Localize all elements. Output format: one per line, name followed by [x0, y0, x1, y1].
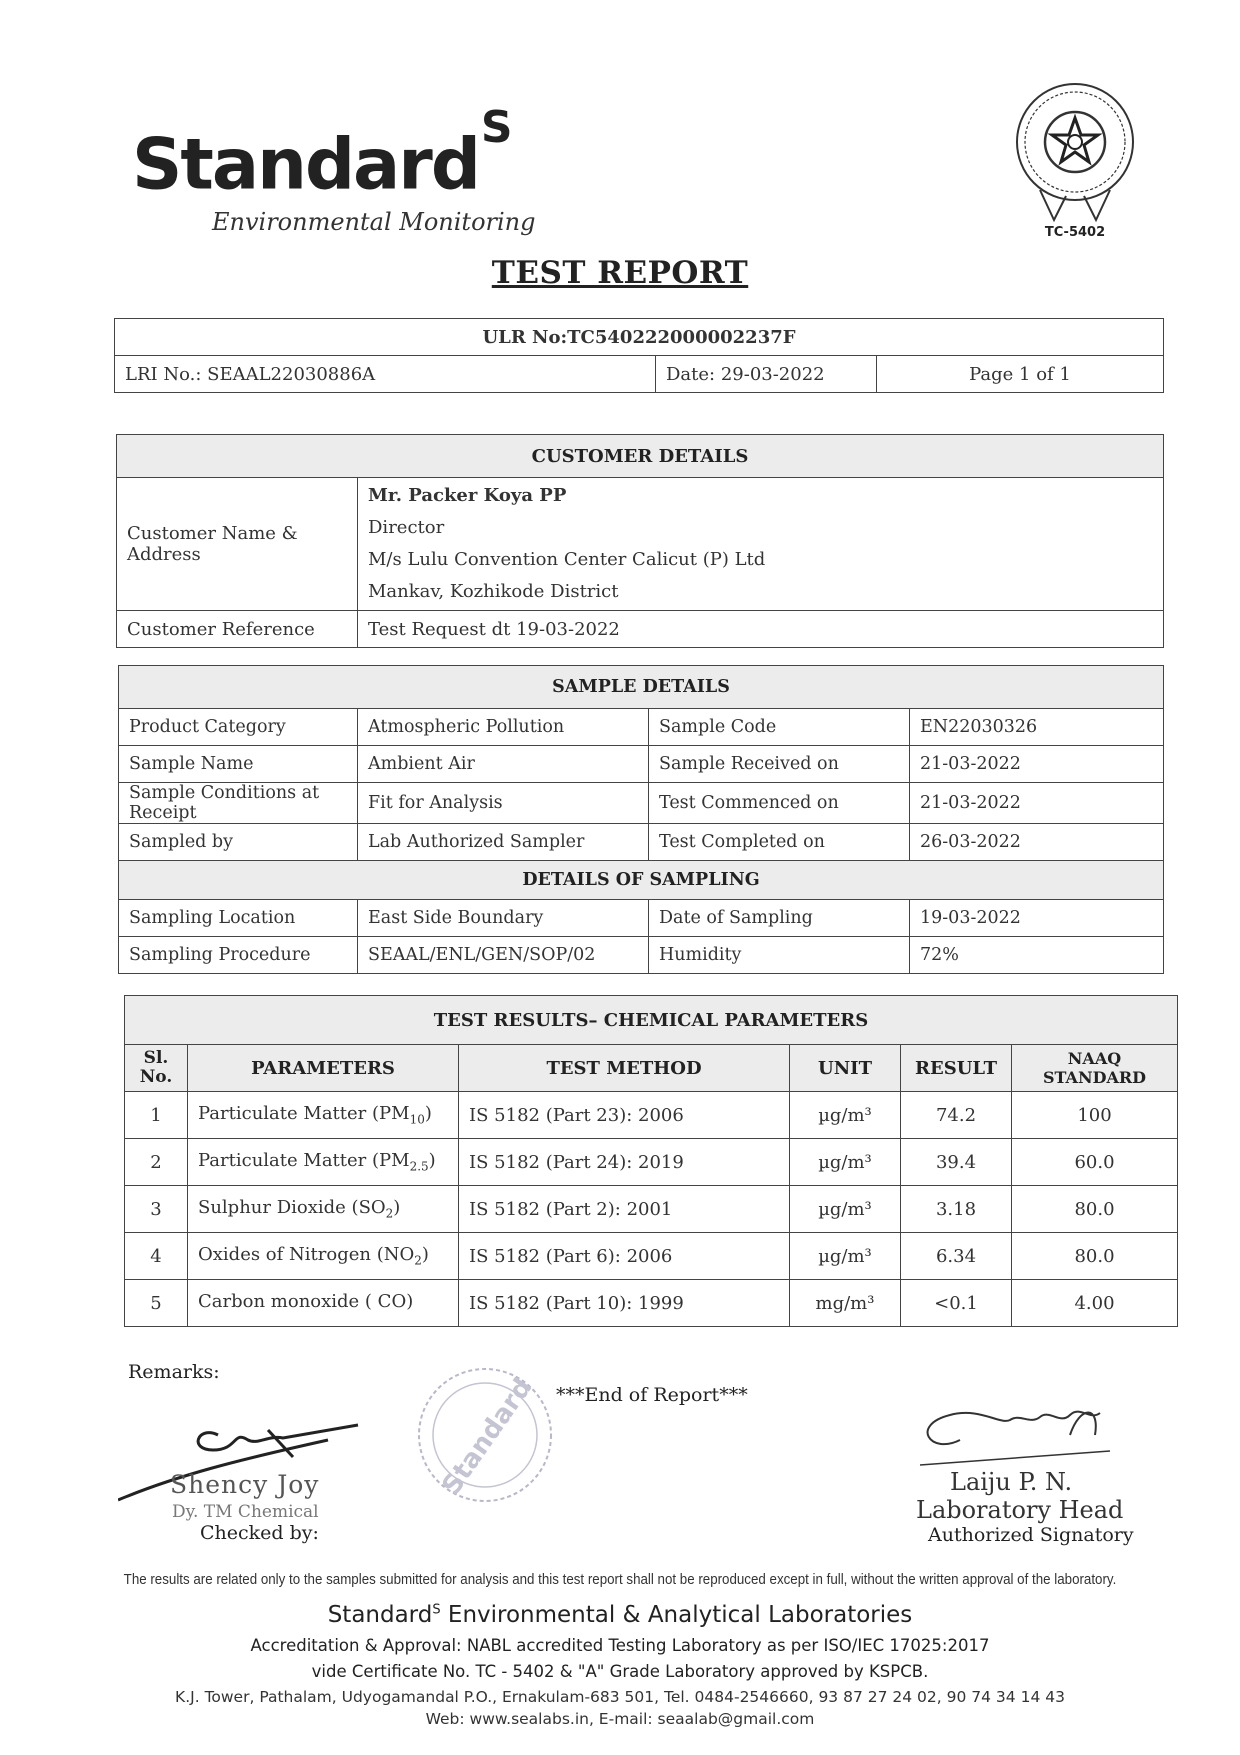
report-info-table — [114, 318, 1164, 393]
sample-details-table — [118, 665, 1164, 974]
result-row — [125, 1280, 1178, 1327]
certificate-line: vide Certificate No. TC - 5402 & "A" Grade Laboratory approved by KSPCB. — [311, 1662, 929, 1681]
customer-details-table — [116, 434, 1164, 648]
result-row — [125, 1186, 1178, 1233]
signatory-name: Laiju P. N. — [950, 1468, 1073, 1496]
result-unit: µg/m³ — [790, 1233, 901, 1280]
col-unit: UNIT — [790, 1045, 901, 1092]
result-value: 3.18 — [901, 1186, 1012, 1233]
result-row — [125, 1092, 1178, 1139]
customer-reference: Test Request dt 19-03-2022 — [358, 611, 1164, 648]
result-row — [125, 1139, 1178, 1186]
result-sl: 4 — [125, 1233, 188, 1280]
result-parameter: Carbon monoxide ( CO) — [188, 1280, 459, 1327]
customer-title: Director — [368, 517, 445, 538]
checker-role: Dy. TM Chemical — [172, 1502, 319, 1522]
col-sl: Sl. No. — [125, 1045, 188, 1092]
col-naaq-standard: NAAQ STANDARD — [1012, 1045, 1178, 1092]
result-standard: 4.00 — [1012, 1280, 1178, 1327]
result-standard: 100 — [1012, 1092, 1178, 1139]
result-parameter: Particulate Matter $(PM_{2.5})$ — [188, 1139, 459, 1186]
address-line: K.J. Tower, Pathalam, Udyogamandal P.O., Ernakulam-683 501, Tel. 0484-2546660, 93 87 27 24 02, 90 74 34 14 43 — [175, 1688, 1065, 1706]
col-parameters: PARAMETERS — [188, 1045, 459, 1092]
sampling-row: Sampling Location East Side Boundary Date of Sampling 19-03-2022 — [119, 900, 1164, 937]
lab-stamp-icon — [405, 1360, 565, 1510]
ulr-number: ULR No:TC540222000002237F — [115, 319, 1164, 356]
customer-name: Mr. Packer Koya PP — [368, 485, 567, 506]
result-sl: 3 — [125, 1186, 188, 1233]
logo-superscript: S — [480, 102, 511, 153]
result-unit: µg/m³ — [790, 1186, 901, 1233]
result-value: 74.2 — [901, 1092, 1012, 1139]
lab-name: Standard$^S$ Environmental & Analytical Laboratories — [327, 1602, 913, 1628]
result-value: 6.34 — [901, 1233, 1012, 1280]
col-result: RESULT — [901, 1045, 1012, 1092]
result-method: IS 5182 (Part 2): 2001 — [459, 1186, 790, 1233]
report-date: Date: 29-03-2022 — [656, 356, 877, 393]
result-method: IS 5182 (Part 23): 2006 — [459, 1092, 790, 1139]
customer-reference-label: Customer Reference — [117, 611, 358, 648]
result-standard: 80.0 — [1012, 1233, 1178, 1280]
customer-company: M/s Lulu Convention Center Calicut (P) Ltd — [368, 549, 766, 570]
customer-heading: CUSTOMER DETAILS — [117, 435, 1164, 478]
result-standard: 60.0 — [1012, 1139, 1178, 1186]
sample-row: Product Category Atmospheric Pollution Sample Code EN22030326 — [119, 709, 1164, 746]
result-parameter: Oxides of Nitrogen $(NO_2)$ — [188, 1233, 459, 1280]
result-unit: µg/m³ — [790, 1139, 901, 1186]
sample-row: Sampled by Lab Authorized Sampler Test Completed on 26-03-2022 — [119, 824, 1164, 861]
company-logo — [132, 102, 511, 206]
result-parameter: Sulphur Dioxide $(SO_2)$ — [188, 1186, 459, 1233]
result-sl: 2 — [125, 1139, 188, 1186]
remarks-label: Remarks: — [128, 1361, 220, 1383]
sampling-heading: DETAILS OF SAMPLING — [119, 861, 1164, 900]
sampling-row: Sampling Procedure SEAAL/ENL/GEN/SOP/02 Humidity 72% — [119, 937, 1164, 974]
authorized-signature-icon — [890, 1395, 1130, 1475]
authorized-signatory-label: Authorized Signatory — [928, 1524, 1134, 1546]
accreditation-line: Accreditation & Approval: NABL accredited Testing Laboratory as per ISO/IEC 17025:2017 — [250, 1636, 990, 1655]
result-value: <0.1 — [901, 1280, 1012, 1327]
end-of-report: ***End of Report*** — [556, 1384, 748, 1406]
checked-by-label: Checked by: — [200, 1522, 319, 1544]
sample-row: Sample Conditions at Receipt Fit for Analysis Test Commenced on 21-03-2022 — [119, 783, 1164, 824]
result-sl: 5 — [125, 1280, 188, 1327]
seal-code: TC-5402 — [1044, 225, 1106, 240]
result-row — [125, 1233, 1178, 1280]
lri-number: LRI No.: SEAAL22030886A — [115, 356, 656, 393]
result-unit: mg/m³ — [790, 1280, 901, 1327]
customer-name-label: Customer Name & Address — [117, 478, 358, 611]
contact-line: Web: www.sealabs.in, E-mail: seaalab@gmail.com — [425, 1710, 815, 1728]
result-parameter: Particulate Matter $(PM_{10})$ — [188, 1092, 459, 1139]
sample-heading: SAMPLE DETAILS — [119, 666, 1164, 709]
result-sl: 1 — [125, 1092, 188, 1139]
customer-address-cell — [358, 478, 1164, 611]
result-method: IS 5182 (Part 24): 2019 — [459, 1139, 790, 1186]
test-results-table — [124, 995, 1178, 1327]
sample-row: Sample Name Ambient Air Sample Received on 21-03-2022 — [119, 746, 1164, 783]
logo-text: Standard — [132, 123, 479, 206]
logo-tagline: Environmental Monitoring — [212, 208, 536, 236]
results-heading: TEST RESULTS– CHEMICAL PARAMETERS — [125, 996, 1178, 1045]
col-test-method: TEST METHOD — [459, 1045, 790, 1092]
result-value: 39.4 — [901, 1139, 1012, 1186]
customer-location: Mankav, Kozhikode District — [368, 581, 619, 602]
checker-name: Shency Joy — [170, 1470, 320, 1499]
result-unit: µg/m³ — [790, 1092, 901, 1139]
page-count: Page 1 of 1 — [877, 356, 1164, 393]
result-method: IS 5182 (Part 10): 1999 — [459, 1280, 790, 1327]
result-method: IS 5182 (Part 6): 2006 — [459, 1233, 790, 1280]
nabl-seal-icon — [1010, 80, 1140, 240]
svg-text:Standard: Standard — [436, 1372, 539, 1501]
disclaimer: The results are related only to the samples submitted for analysis and this test report shall not be reproduced except in full, without the written approval of the laboratory. — [123, 1572, 1117, 1588]
signatory-role: Laboratory Head — [916, 1496, 1124, 1524]
result-standard: 80.0 — [1012, 1186, 1178, 1233]
page-title: TEST REPORT — [491, 255, 749, 291]
